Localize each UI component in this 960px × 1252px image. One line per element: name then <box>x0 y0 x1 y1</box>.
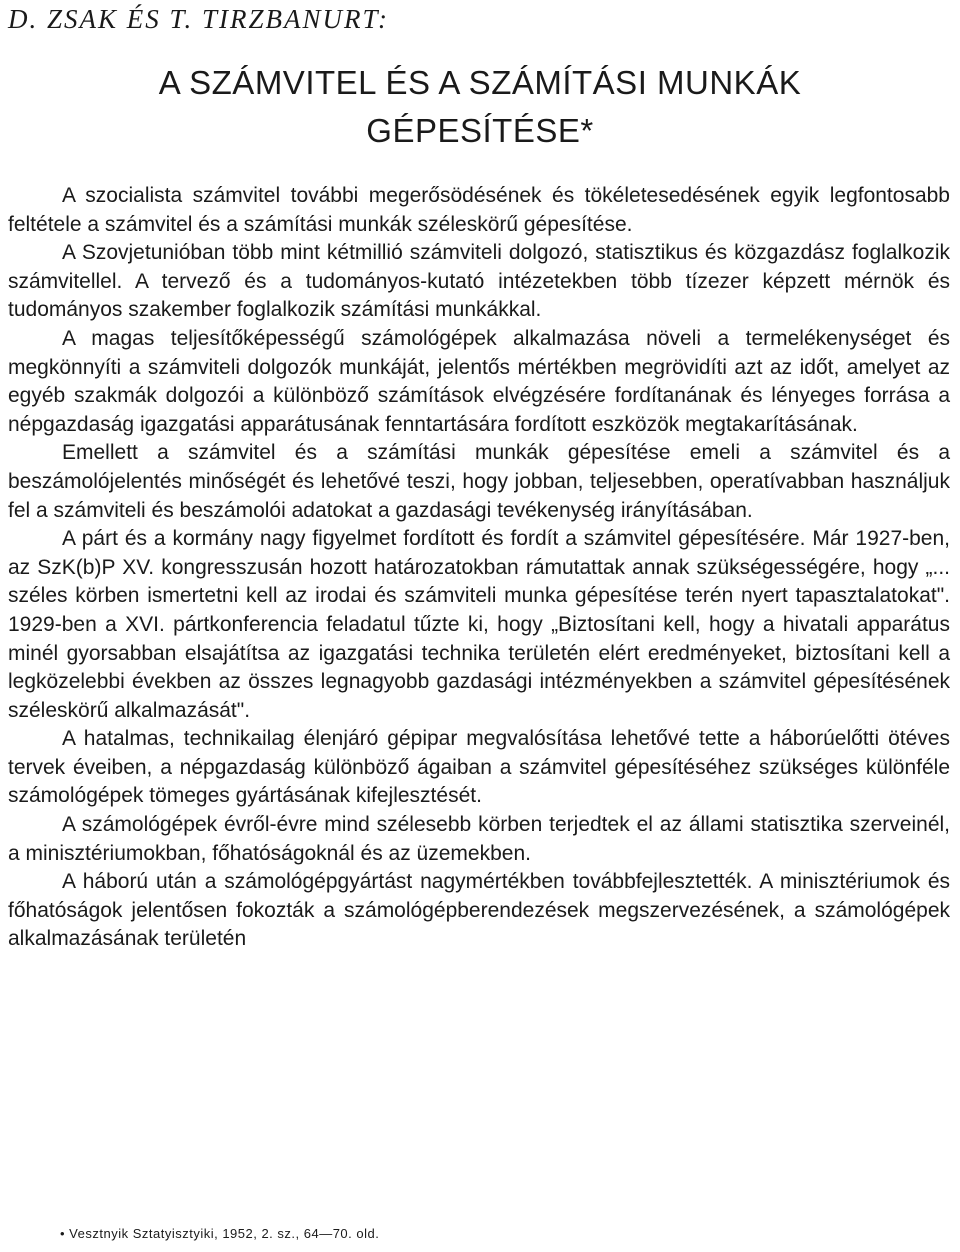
footnote: • Vesztnyik Sztatyisztyiki, 1952, 2. sz., 64—70. old. <box>60 1226 380 1241</box>
article-body <box>8 182 950 954</box>
authors-line: D. ZSAK ÉS T. TIRZBANURT: <box>8 4 390 34</box>
paragraph-4: Emellett a számvitel és a számítási munkák gépesítése emeli a számvitel és a beszámolójelentés minőségét és lehetővé teszi, hogy jobban, teljesebben, operatívabban használjuk fel a számviteli és beszámolói adatokat a gazdasági tevékenység irányításában. <box>8 441 950 522</box>
paragraph-3: A magas teljesítőképességű számológépek alkalmazása növeli a termelékenységet és megkönnyíti a számviteli dolgozók munkáját, jelentős mértékben megrövidíti azt az időt, amelyet az egyéb szakmák dolgozói a különböző számítások elvégzésére fordítanának és lényeges forrása a népgazdaság igazgatási apparátusának fenntartására fordított eszközök megtakarításának. <box>8 326 950 436</box>
article-title-line-2: GÉPESÍTÉSE* <box>366 112 594 149</box>
article-title-line-1: A SZÁMVITEL ÉS A SZÁMÍTÁSI MUNKÁK <box>158 64 802 101</box>
paragraph-8: A háború után a számológépgyártást nagymértékben továbbfejlesztették. A minisztériumok és főhatóságok jelentősen fokozták a számológépberendezések megszervezésének, a számológépek alkalmazásának területén <box>8 870 950 951</box>
paragraph-6: A hatalmas, technikailag élenjáró gépipar megvalósítása lehetővé tette a háborúelőtti ötéves tervek éveiben, a népgazdaság különböző ágaiban a számvitel gépesítéséhez szükséges különféle számológépek tömeges gyártásának kifejlesztését. <box>8 727 950 808</box>
paragraph-1: A szocialista számvitel további megerősödésének és tökéletesedésének egyik legfontosabb feltétele a számvitel és a számítási munkák széleskörű gépesítése. <box>8 184 950 236</box>
paragraph-5: A párt és a kormány nagy figyelmet fordított és fordít a számvitel gépesítésére. Már 1927-ben, az SzK(b)P XV. kongresszusán hozott határozatokban rámutattak annak szükségességére, hogy „... széles körben ismertetni kell az irodai és számviteli munka gépesítése terén nyert tapasztalatokat". 1929-ben a XVI. pártkonferencia feladatul tűzte ki, hogy „Biztosítani kell, hogy a hivatali apparátus minél gyorsabban elsajátítsa az igazgatási technika területén elért eredményeket, biztosítani kell a legközelebbi években az összes legnagyobb gazdasági intézményekben a számvitel gépesítésének széleskörű alkalmazását". <box>8 527 950 722</box>
paragraph-2: A Szovjetunióban több mint kétmillió számviteli dolgozó, statisztikus és közgazdász foglalkozik számvitellel. A tervező és a tudományos-kutató intézetekben több tízezer képzett mérnök és tudományos szakember foglalkozik számítási munkákkal. <box>8 241 950 322</box>
paragraph-7: A számológépek évről-évre mind szélesebb körben terjedtek el az állami statisztika szerveinél, a minisztériumokban, főhatóságoknál és az üzemekben. <box>8 813 950 865</box>
